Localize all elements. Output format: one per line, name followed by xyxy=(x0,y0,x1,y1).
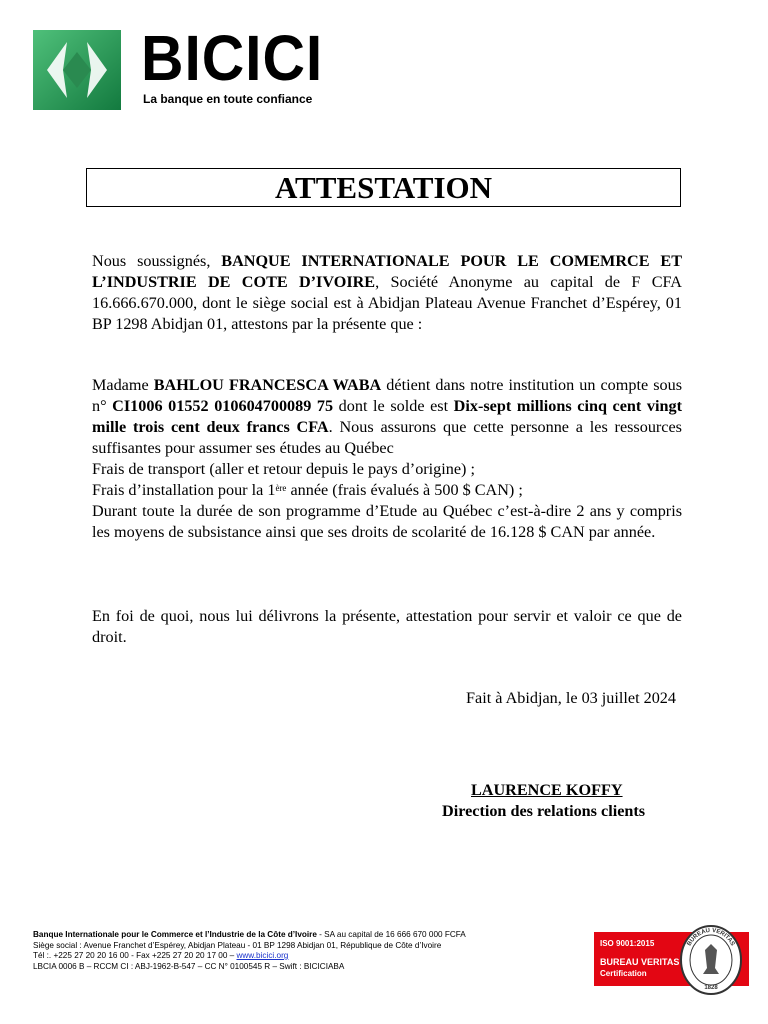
brand-name: BICICI xyxy=(141,22,324,94)
transport-line: Frais de transport (aller et retour depuis le pays d’origine) ; xyxy=(92,460,475,478)
installation-text-a: Frais d’installation pour la 1 xyxy=(92,481,276,499)
footer-contact xyxy=(33,951,588,962)
balance-amount: Dix-sept millions cinq cent vingt mille trois cent deux francs CFA xyxy=(92,397,682,436)
account-paragraph xyxy=(92,375,682,543)
program-line: Durant toute la durée de son programme d’Etude au Québec c’est-à-dire 2 ans y compris les moyens de subsistance ainsi que ses droits de scolarité de 16.128 $ CAN par année. xyxy=(92,502,682,541)
footer-website-link[interactable]: www.bicici.org xyxy=(236,951,289,960)
bank-details: , Société Anonyme au capital de F CFA 16.666.670.000, dont le siège social est à Abidjan Plateau Avenue Franchet d’Espérey, 01 BP 1298 Abidjan 01, attestons par la présente que : xyxy=(92,273,682,333)
client-name: BAHLOU FRANCESCA WABA xyxy=(153,376,382,394)
bureau-veritas-seal-icon xyxy=(679,924,743,996)
installation-text-b: année (frais évalués à 500 $ CAN) ; xyxy=(286,481,523,499)
intro-paragraph xyxy=(92,251,682,335)
seal-year: 1828 xyxy=(704,985,718,991)
text-account-intro: détient dans notre institution un compte sous n° xyxy=(92,376,682,415)
signatory-title: Direction des relations clients xyxy=(442,802,646,820)
bank-name: BANQUE INTERNATIONALE POUR LE COMEMRCE ET L’INDUSTRIE DE COTE D’IVOIRE xyxy=(92,252,682,291)
footer-phone: Tél :. +225 27 20 20 16 00 - Fax +225 27 20 20 17 00 – xyxy=(33,951,237,960)
certification-body: BUREAU VERITAS xyxy=(600,957,680,967)
signatory-name: LAURENCE KOFFY xyxy=(471,781,623,799)
footer-capital: - SA au capital de 16 666 670 000 FCFA xyxy=(316,930,466,939)
account-statement xyxy=(92,375,682,459)
closing-paragraph: En foi de quoi, nous lui délivrons la présente, attestation pour servir et valoir ce que de droit. xyxy=(92,607,682,646)
brand-tagline: La banque en toute confiance xyxy=(143,92,313,106)
footer-registry: LBCIA 0006 B – RCCM CI : ABJ-1962-B-547 – CC N° 0100545 R – Swift : BICICIABA xyxy=(33,961,345,971)
document-title: ATTESTATION xyxy=(274,170,493,205)
footer-bank-name: Banque Internationale pour le Commerce et l’Industrie de la Côte d’Ivoire xyxy=(33,930,317,939)
text-resources: . Nous assurons que cette personne a les ressources suffisantes pour assumer ses études au Québec xyxy=(92,418,682,457)
bicici-logo-icon xyxy=(33,30,121,110)
title-box xyxy=(86,168,681,207)
intro-text: Nous soussignés, xyxy=(92,252,222,270)
account-number: CI1006 01552 010604700089 75 xyxy=(112,397,334,415)
certification-label: Certification xyxy=(600,969,647,978)
footer-address: Siège social : Avenue Franchet d’Espérey, Abidjan Plateau - 01 BP 1298 Abidjan 01, République de Côte d’Ivoire xyxy=(33,940,442,950)
installation-line xyxy=(92,480,682,501)
installation-superscript: ère xyxy=(275,483,287,493)
text-balance-intro: dont le solde est xyxy=(333,397,454,415)
footer-line-1 xyxy=(33,930,588,941)
footer xyxy=(33,930,588,972)
place-date: Fait à Abidjan, le 03 juillet 2024 xyxy=(466,689,676,707)
iso-label: ISO 9001:2015 xyxy=(600,939,655,948)
seal-text: BUREAU VERITAS xyxy=(686,927,736,948)
text-madame: Madame xyxy=(92,376,154,394)
